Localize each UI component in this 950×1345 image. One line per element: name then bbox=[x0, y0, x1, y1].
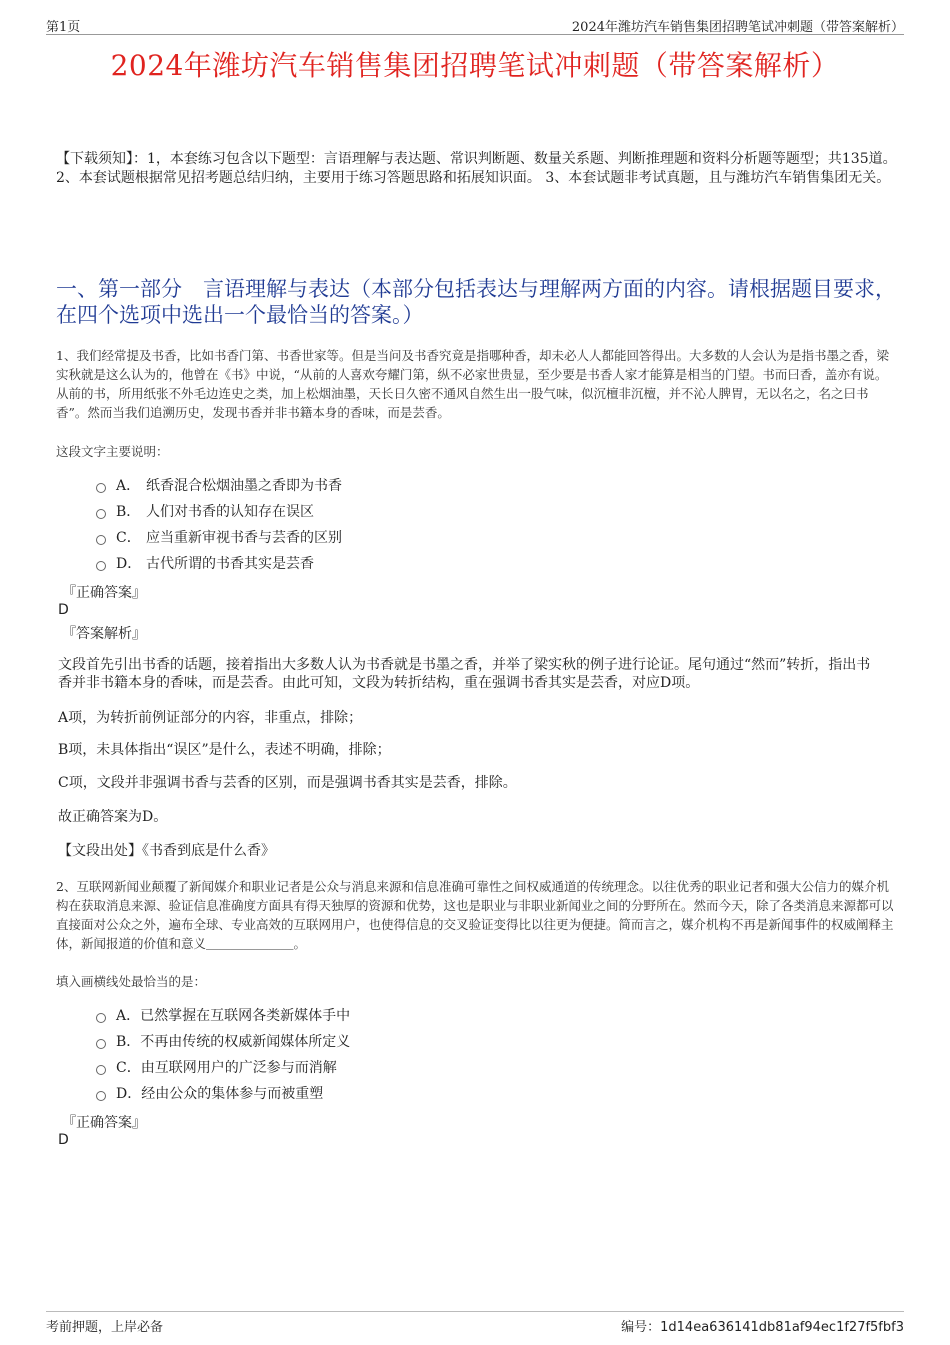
question-1-option-b[interactable]: B． 人们对书香的认知存在误区 bbox=[96, 498, 796, 524]
question-1-analysis-heading: 『答案解析』 bbox=[62, 626, 146, 642]
question-2-option-c[interactable]: C． 由互联网用户的广泛参与而消解 bbox=[96, 1054, 796, 1080]
footer-slogan: 考前押题，上岸必备 bbox=[46, 1320, 164, 1335]
radio-icon[interactable] bbox=[96, 1091, 106, 1101]
question-2-text: 2、互联网新闻业颠覆了新闻媒介和职业记者是公众与消息来源和信息准确可靠性之间权威通道的传统理念。以往优秀的职业记者和强大公信力的媒介机构在获取消息来源、验证信息准确度方面具有得天独厚的资源和优势，这也是职业与非职业新闻业之间的分野所在。然而今天，除了各类消息来源都可以直接面对公众之外，遍布全球、专业高效的互联网用户，也使得信息的交叉验证变得比以往更为便捷。简而言之，媒介机构不再是新闻事件的权威阐释主体，新闻报道的价值和意义＿＿＿＿＿＿＿。 bbox=[56, 879, 894, 951]
question-1-answer-heading: 『正确答案』 bbox=[62, 585, 146, 601]
question-2-option-b[interactable]: B． 不再由传统的权威新闻媒体所定义 bbox=[96, 1028, 796, 1054]
question-1-option-c[interactable]: C． 应当重新审视书香与芸香的区别 bbox=[96, 524, 796, 550]
question-2-option-a[interactable]: A． 已然掌握在互联网各类新媒体手中 bbox=[96, 1002, 796, 1028]
question-1-option-a[interactable]: A． 纸香混合松烟油墨之香即为书香 bbox=[96, 472, 796, 498]
question-1-option-d[interactable]: D． 古代所谓的书香其实是芸香 bbox=[96, 550, 796, 576]
page-number: 第1页 bbox=[46, 20, 81, 35]
question-1-text: 1、我们经常提及书香，比如书香门第、书香世家等。但是当问及书香究竟是指哪种香，却未必人人都能回答得出。大多数的人会认为是指书墨之香，梁实秋就是这么认为的，他曾在《书》中说，“从前的人喜欢夸耀门第，纵不必家世贵显，至少要是书香人家才能算是相当的门望。书而曰香，盖亦有说。从前的书，所用纸张不外毛边连史之类，加上松烟油墨，天长日久密不通风自然生出一股气味，似沉檀非沉檀，并不沁人脾胃，无以名之，名之曰书香”。然而当我们追溯历史，发现书香并非书籍本身的香味，而是芸香。 bbox=[56, 348, 889, 420]
radio-icon[interactable] bbox=[96, 535, 106, 545]
question-1-analysis-4: 故正确答案为D。 bbox=[58, 809, 168, 825]
question-1-options bbox=[96, 472, 796, 576]
question-2-prompt: 填入画横线处最恰当的是： bbox=[56, 974, 207, 989]
question-1-analysis-0: 文段首先引出书香的话题，接着指出大多数人认为书香就是书墨之香，并举了梁实秋的例子进行论证。尾句通过“然而”转折，指出书香并非书籍本身的香味，而是芸香。由此可知，文段为转折结构，重在强调书香其实是芸香，对应D项。 bbox=[58, 657, 871, 691]
radio-icon[interactable] bbox=[96, 509, 106, 519]
document-title: 2024年潍坊汽车销售集团招聘笔试冲刺题（带答案解析） bbox=[110, 49, 840, 82]
question-1-answer: D bbox=[58, 602, 69, 618]
footer-serial: 编号：1d14ea636141db81af94ec1f27f5fbf3 bbox=[621, 1320, 904, 1335]
header-doc-title: 2024年潍坊汽车销售集团招聘笔试冲刺题（带答案解析） bbox=[571, 20, 904, 35]
radio-icon[interactable] bbox=[96, 1013, 106, 1023]
radio-icon[interactable] bbox=[96, 1065, 106, 1075]
question-1-analysis-3: C项，文段并非强调书香与芸香的区别，而是强调书香其实是芸香，排除。 bbox=[58, 775, 517, 791]
question-1-analysis-1: A项，为转折前例证部分的内容，非重点，排除； bbox=[58, 710, 363, 726]
question-2-answer: D bbox=[58, 1132, 69, 1148]
radio-icon[interactable] bbox=[96, 561, 106, 571]
section-title: 一、第一部分 言语理解与表达（本部分包括表达与理解两方面的内容。请根据题目要求，在四个选项中选出一个最恰当的答案。） bbox=[56, 277, 896, 327]
radio-icon[interactable] bbox=[96, 483, 106, 493]
radio-icon[interactable] bbox=[96, 1039, 106, 1049]
question-1-prompt: 这段文字主要说明： bbox=[56, 444, 169, 459]
question-2-option-d[interactable]: D． 经由公众的集体参与而被重塑 bbox=[96, 1080, 796, 1106]
page-footer bbox=[46, 1311, 904, 1334]
question-1-analysis-2: B项，未具体指出“误区”是什么，表述不明确，排除； bbox=[58, 742, 391, 758]
question-1-source: 【文段出处】《书香到底是什么香》 bbox=[58, 843, 275, 859]
question-2-answer-heading: 『正确答案』 bbox=[62, 1115, 146, 1131]
question-2-options bbox=[96, 1002, 796, 1106]
download-notice: 【下载须知】：1，本套练习包含以下题型：言语理解与表达题、常识判断题、数量关系题、判断推理题和资料分析题等题型；共135道。 2、本套试题根据常见招考题总结归纳，主要用于练习答题思路和拓展知识面。 3、本套试题非考试真题，且与潍坊汽车销售集团无关。 bbox=[56, 151, 897, 186]
page-header bbox=[46, 14, 904, 35]
